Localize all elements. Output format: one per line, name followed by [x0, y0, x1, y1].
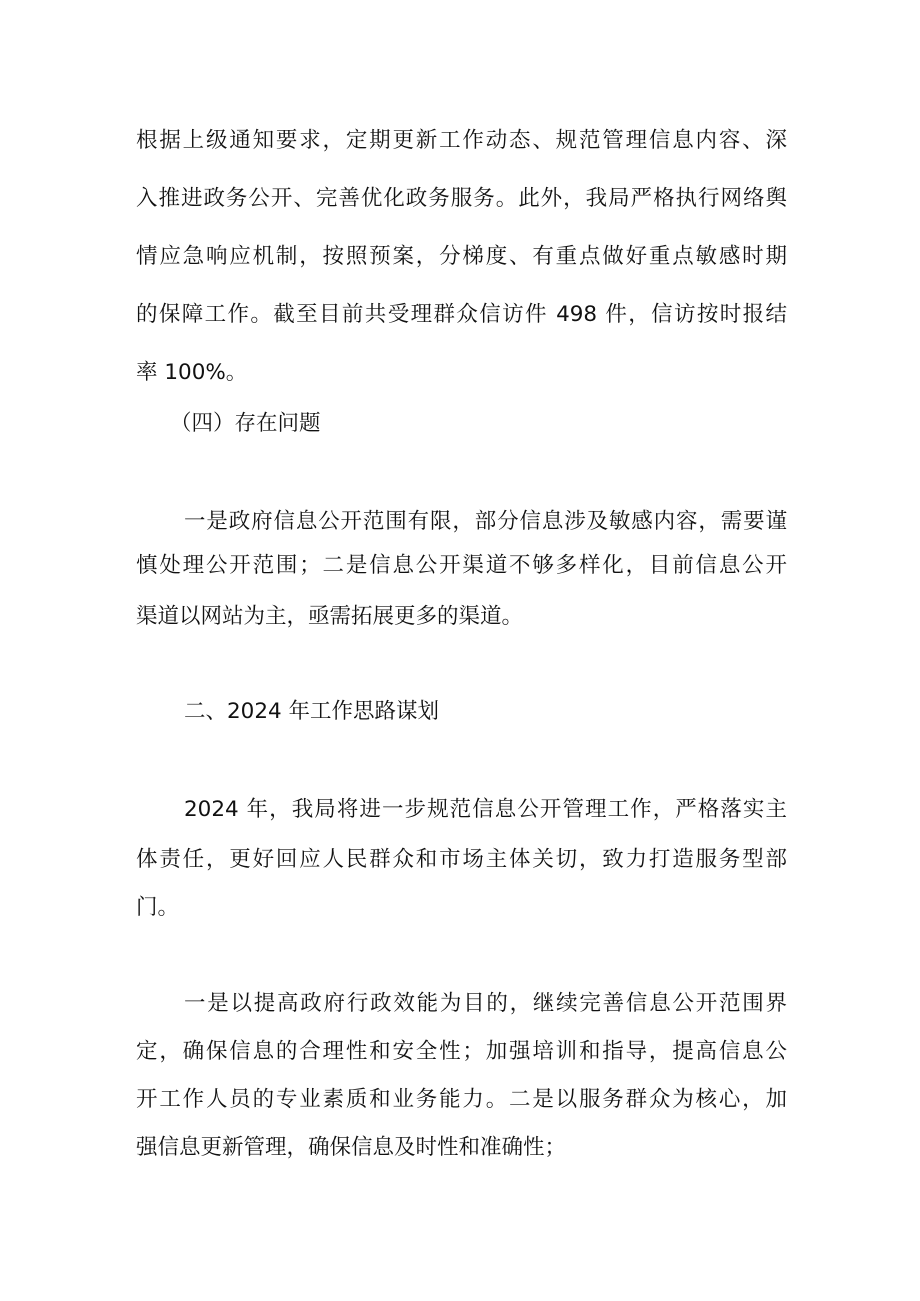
paragraph-1-line-4: 的保障工作。截至目前共受理群众信访件 498 件，信访按时报结: [136, 302, 787, 327]
section-heading-2024-plan: 二、2024 年工作思路谋划: [184, 699, 440, 724]
paragraph-1-line-5: 率 100%。: [136, 360, 248, 385]
paragraph-3-line-2: 慎处理公开范围；二是信息公开渠道不够多样化，目前信息公开: [136, 553, 787, 578]
paragraph-1-line-2: 入推进政务公开、完善优化政务服务。此外，我局严格执行网络舆: [136, 186, 787, 211]
paragraph-1-line-3: 情应急响应机制，按照预案，分梯度、有重点做好重点敏感时期: [136, 244, 787, 269]
paragraph-1-line-1: 根据上级通知要求，定期更新工作动态、规范管理信息内容、深: [136, 128, 787, 153]
paragraph-5-line-3: 门。: [136, 895, 180, 920]
paragraph-5-line-2: 体责任，更好回应人民群众和市场主体关切，致力打造服务型部: [136, 847, 787, 872]
paragraph-6-line-2: 定，确保信息的合理性和安全性；加强培训和指导，提高信息公: [136, 1039, 787, 1064]
paragraph-6-line-3: 开工作人员的专业素质和业务能力。二是以服务群众为核心，加: [136, 1087, 787, 1112]
paragraph-3-line-1: 一是政府信息公开范围有限，部分信息涉及敏感内容，需要谨: [184, 509, 787, 534]
paragraph-6-line-1: 一是以提高政府行政效能为目的，继续完善信息公开范围界: [184, 991, 787, 1016]
paragraph-6-line-4: 强信息更新管理，确保信息及时性和准确性；: [136, 1135, 567, 1160]
paragraph-3-line-3: 渠道以网站为主，亟需拓展更多的渠道。: [136, 604, 524, 629]
section-heading-problems: （四）存在问题: [170, 411, 321, 436]
paragraph-5-line-1: 2024 年，我局将进一步规范信息公开管理工作，严格落实主: [184, 797, 787, 822]
